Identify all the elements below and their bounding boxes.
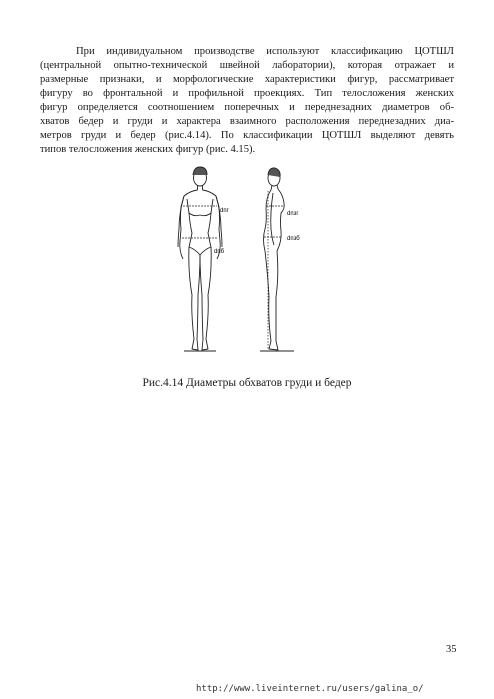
side-chest-label: dпзг xyxy=(287,211,299,217)
front-chest-label: dпг xyxy=(220,208,229,214)
text-line: (центральной опытно-технической швейной лаборатории), которая отражает и xyxy=(40,60,454,71)
text-line: фигуру во фронтальной и профильной проекциях. Тип телосложения женских xyxy=(40,88,454,99)
text-line: метров груди и бедер (рис.4.14). По классификации ЦОТШЛ выделяют девять xyxy=(40,130,454,141)
side-view-figure xyxy=(260,168,294,351)
page-number: 35 xyxy=(446,644,457,655)
text-line: типов телосложения женских фигур (рис. 4.15). xyxy=(40,144,256,155)
text-line: размерные признаки, и морфологические характеристики фигур, рассматривает xyxy=(40,74,454,85)
text-line: хватов бедер и груди и характера взаимного расположения переднезадних диа- xyxy=(40,116,454,127)
side-hip-label: dпзб xyxy=(287,236,300,242)
source-url[interactable]: http://www.liveinternet.ru/users/galina_o/ xyxy=(196,684,424,694)
figure-body-diameters xyxy=(170,163,330,363)
body-paragraph xyxy=(40,45,454,157)
text-line: фигур определяется соотношением поперечных и переднезадних диаметров об- xyxy=(40,102,454,113)
front-diameter-marks xyxy=(182,206,218,238)
figure-caption: Рис.4.14 Диаметры обхватов груди и бедер xyxy=(142,377,352,389)
front-view-figure xyxy=(178,167,222,351)
text-line: При индивидуальном производстве используют классификацию ЦОТШЛ xyxy=(76,46,454,57)
front-hip-label: dпб xyxy=(214,249,225,255)
